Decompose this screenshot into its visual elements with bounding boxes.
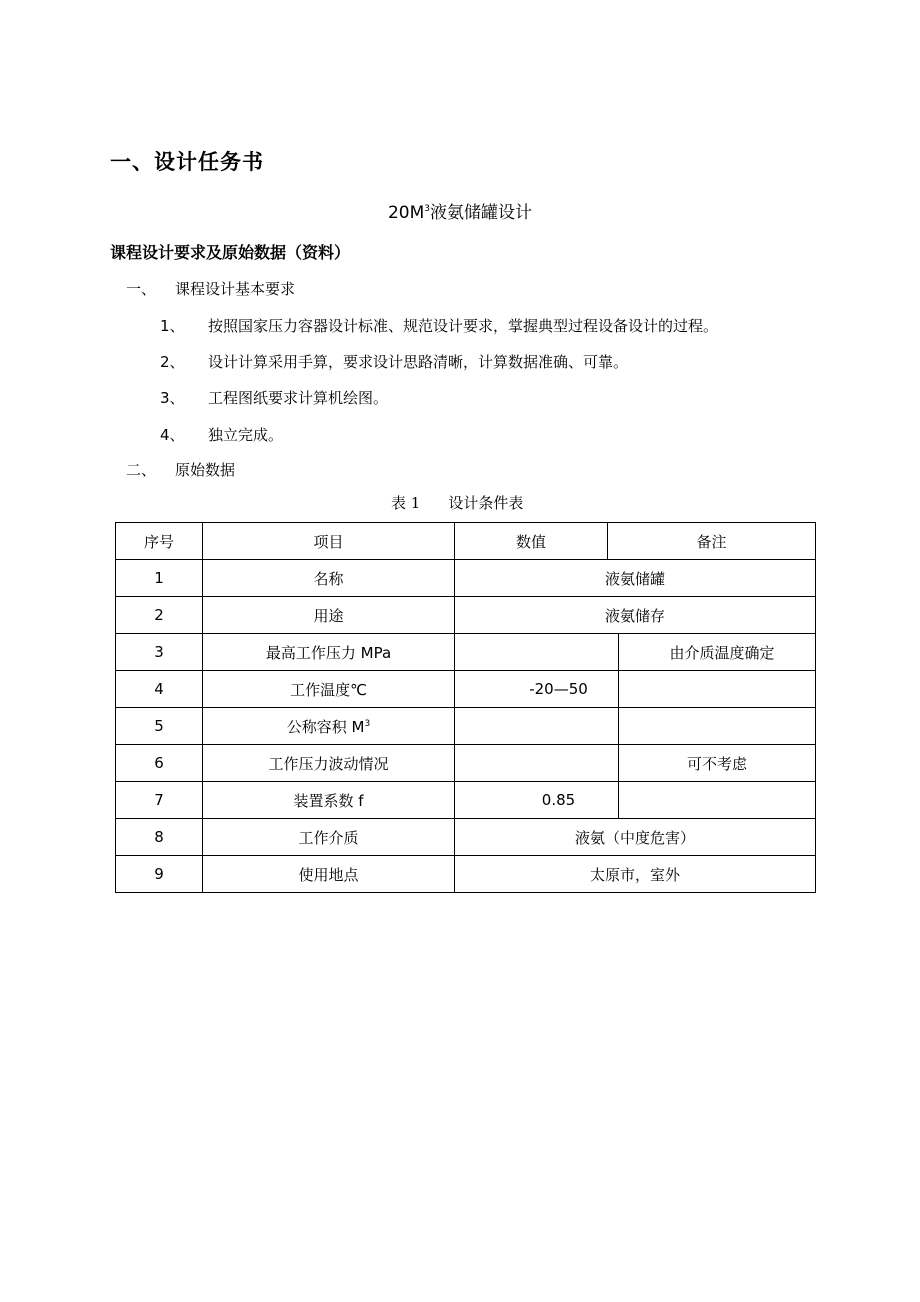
row-no: 5 [116,708,203,745]
item-4-number: 4、 [160,426,185,444]
table-row [116,560,816,597]
part2-number: 二、 [126,461,157,479]
main-heading: 一、设计任务书 [110,150,264,174]
row-no: 9 [116,856,203,893]
row-note: 由介质温度确定 [619,634,816,671]
item-1-number: 1、 [160,317,185,335]
row-no: 1 [116,560,203,597]
item-2-number: 2、 [160,353,185,371]
header-value: 数值 [455,523,608,560]
row-value: 液氨储存 [455,597,816,634]
table-header-row [116,523,816,560]
table-row [116,671,816,708]
design-conditions-table [115,522,816,893]
table-caption [391,492,523,513]
row-item: 用途 [203,597,455,634]
row-item: 工作介质 [203,819,455,856]
table-row [116,708,816,745]
document-title [0,198,920,223]
row-no: 6 [116,745,203,782]
item-4-text: 独立完成。 [208,426,284,444]
part2-title: 原始数据 [175,461,236,479]
row-item-superscript: 3 [364,718,371,729]
row-note [619,782,816,819]
row-item: 使用地点 [203,856,455,893]
row-no: 4 [116,671,203,708]
item-1-text: 按照国家压力容器设计标准、规范设计要求，掌握典型过程设备设计的过程。 [208,317,719,335]
row-item: 名称 [203,560,455,597]
row-value: 液氨储罐 [455,560,816,597]
row-item: 装置系数 f [203,782,455,819]
item-3-number: 3、 [160,389,185,407]
row-value: -20—50 [455,671,619,708]
row-note [619,708,816,745]
item-2-text: 设计计算采用手算，要求设计思路清晰，计算数据准确、可靠。 [208,353,629,371]
table-row [116,634,816,671]
header-item: 项目 [203,523,455,560]
row-value [455,745,619,782]
row-no: 2 [116,597,203,634]
header-note: 备注 [608,523,816,560]
section-heading: 课程设计要求及原始数据（资料） [110,243,351,262]
row-value: 液氨（中度危害） [455,819,816,856]
row-note [619,671,816,708]
title-superscript: 3 [424,204,431,214]
table-row [116,782,816,819]
header-no: 序号 [116,523,203,560]
part1-title: 课程设计基本要求 [175,280,296,298]
table-row [116,856,816,893]
part1-number: 一、 [126,280,157,298]
row-no: 3 [116,634,203,671]
table-caption-title: 设计条件表 [448,494,524,512]
table-row [116,819,816,856]
row-item: 最高工作压力 MPa [203,634,455,671]
table-row [116,745,816,782]
row-note: 可不考虑 [619,745,816,782]
item-3-text: 工程图纸要求计算机绘图。 [208,389,389,407]
row-no: 7 [116,782,203,819]
row-value: 0.85 [455,782,619,819]
row-no: 8 [116,819,203,856]
row-value [455,708,619,745]
table-row [116,597,816,634]
table-caption-label: 表 1 [391,494,421,512]
row-item-text: 公称容积 M [286,717,365,736]
row-item: 工作压力波动情况 [203,745,455,782]
row-item: 工作温度℃ [203,671,455,708]
title-rest: 液氨储罐设计 [430,203,533,223]
row-value: 太原市，室外 [455,856,816,893]
row-item [203,708,455,745]
title-main: 20M [387,203,425,223]
row-value [455,634,619,671]
